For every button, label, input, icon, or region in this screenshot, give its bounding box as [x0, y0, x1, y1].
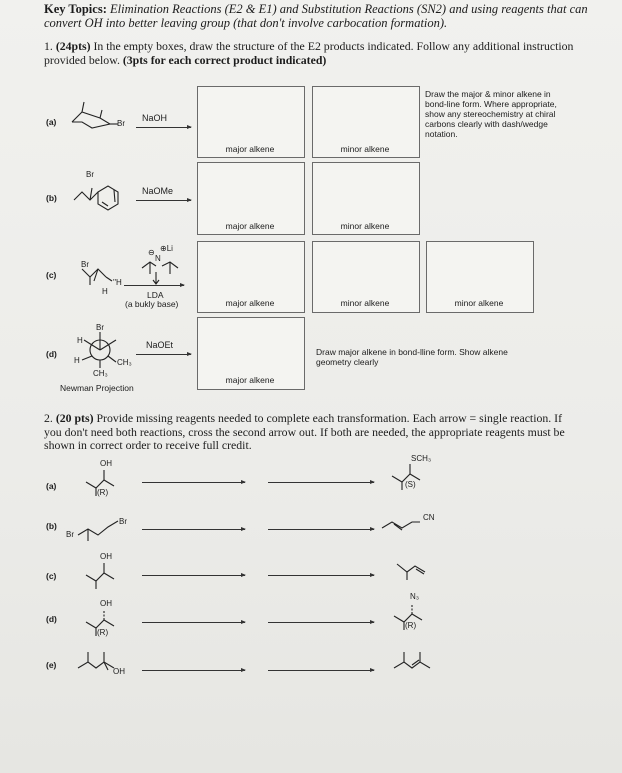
q2d-end-group: N₃	[410, 592, 420, 601]
q2c-start-structure	[84, 561, 124, 591]
q1a-reagent: NaOH	[142, 113, 168, 123]
q1b-minor-caption: minor alkene	[340, 221, 390, 231]
q1a-arrow	[136, 127, 191, 128]
q1c-base-nitrogen: N	[155, 254, 161, 263]
q1b-structure	[72, 178, 132, 218]
q2a-end-config: (S)	[405, 480, 416, 489]
q2d-label: (d)	[46, 614, 57, 624]
q2b-arrow-1[interactable]	[142, 529, 245, 530]
q1-bold: (3pts for each correct product indicated)	[122, 52, 327, 67]
q1d-h-upper: H	[77, 336, 83, 345]
q2e-arrow-2[interactable]	[268, 670, 374, 671]
q2c-arrow-2[interactable]	[268, 575, 374, 576]
q2e-label: (e)	[46, 660, 57, 670]
q2c-start-group: OH	[100, 552, 112, 561]
q2d-start-group: OH	[100, 599, 112, 608]
q1a-label: (a)	[46, 117, 57, 127]
q2a-start-group: OH	[100, 459, 112, 468]
q1c-label: (c)	[46, 270, 57, 280]
q1c-minor-caption-2: minor alkene	[454, 298, 504, 308]
q2d-arrow-2[interactable]	[268, 622, 374, 623]
q2e-arrow-1[interactable]	[142, 670, 245, 671]
q1c-reagent-name: LDA	[147, 290, 164, 300]
q2d-end-config: (R)	[405, 621, 417, 630]
q1c-h-bottom: H	[102, 287, 108, 296]
q1c-minor-caption-1: minor alkene	[340, 298, 390, 308]
q1b-major-caption: major alkene	[225, 221, 275, 231]
q1b-arrow	[136, 200, 191, 201]
question-2-text	[44, 412, 574, 453]
q1c-lda-structure	[140, 258, 185, 288]
q2-points: (20 pts)	[55, 411, 94, 425]
q1c-leaving-group: Br	[81, 260, 89, 269]
q1d-projection-caption: Newman Projection	[60, 383, 134, 393]
q2d-arrow-1[interactable]	[142, 622, 245, 623]
q1c-base-charge: ⊖	[148, 248, 155, 257]
q2a-start-config: (R)	[97, 488, 109, 497]
q1c-arrow	[124, 285, 184, 286]
q1d-h-lower: H	[74, 356, 80, 365]
q2-body: Provide missing reagents needed to complete each transformation. Each arrow = single reaction. If you don't need both reactions, cross the second arrow out. If both are needed, the appropriate reagents must be shown in correct order to receive full credit.	[44, 411, 565, 452]
q1d-ch3-bottom: CH₃	[93, 369, 108, 378]
q1-body: In the empty boxes, draw the structure of the E2 products indicated. Follow any additional instruction provided below.	[44, 39, 574, 67]
q2c-end-structure	[395, 558, 435, 582]
q2b-end-group: CN	[423, 513, 435, 522]
key-topics-label: Key Topics:	[44, 2, 107, 16]
q1c-h-dash: ''H	[113, 278, 122, 287]
q1d-arrow	[136, 354, 191, 355]
q2b-start-br-1: Br	[119, 517, 127, 526]
q1d-reagent: NaOEt	[146, 340, 174, 350]
q1a-major-caption: major alkene	[225, 144, 275, 154]
q1a-leaving-group: Br	[117, 119, 125, 128]
q1-points: (24pts)	[55, 39, 91, 53]
q2e-end-structure	[392, 648, 442, 678]
q1d-major-caption: major alkene	[225, 375, 275, 385]
q1-number: 1.	[44, 39, 53, 53]
q2b-start-br-2: Br	[66, 530, 74, 539]
q2a-arrow-1[interactable]	[142, 482, 245, 483]
q1d-newman-projection	[80, 332, 120, 368]
question-1-text	[44, 40, 589, 67]
q1b-reagent: NaOMe	[142, 186, 174, 196]
q2-number: 2.	[44, 411, 53, 425]
q1b-leaving-group: Br	[86, 170, 94, 179]
q2c-label: (c)	[46, 571, 57, 581]
q1d-label: (d)	[46, 349, 57, 359]
q1a-instructions: Draw the major & minor alkene in bond-line form. Where appropriate, show any stereochemistry at chiral carbons clearly with dash/wedge notation.	[425, 89, 557, 139]
q1a-minor-caption: minor alkene	[340, 144, 390, 154]
q2b-label: (b)	[46, 521, 57, 531]
q1d-instructions: Draw major alkene in bond-lline form. Show alkene geometry clearly	[316, 347, 508, 367]
q2a-arrow-2[interactable]	[268, 482, 374, 483]
q1b-label: (b)	[46, 193, 57, 203]
key-topics-header	[44, 2, 604, 30]
q1c-major-caption: major alkene	[225, 298, 275, 308]
q1c-reagent-note: (a bukly base)	[125, 299, 179, 309]
q2b-arrow-2[interactable]	[268, 529, 374, 530]
q2d-start-config: (R)	[97, 628, 109, 637]
key-topics-text: Elimination Reactions (E2 & E1) and Substitution Reactions (SN2) and using reagents that can convert OH into better leaving group (that don't involve carbocation formation).	[44, 2, 588, 30]
q2a-label: (a)	[46, 481, 57, 491]
q2e-start-group: OH	[113, 667, 125, 676]
q2c-arrow-1[interactable]	[142, 575, 245, 576]
q1d-ch3-right: CH₃	[117, 358, 132, 367]
q1d-br: Br	[96, 323, 104, 332]
q2a-end-group: SCH₃	[411, 454, 432, 463]
q1c-base-cation: ⊕Li	[160, 244, 173, 253]
